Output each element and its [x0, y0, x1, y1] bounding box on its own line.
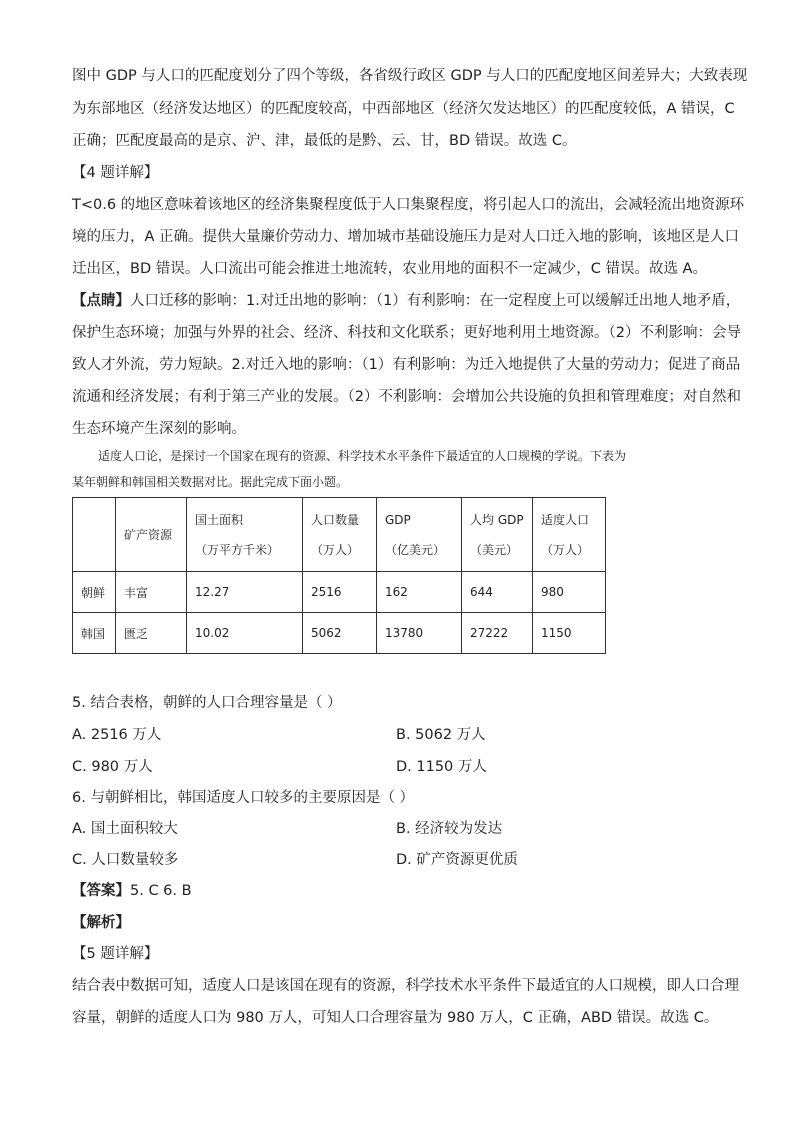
answer-label: 【答案】	[72, 883, 130, 899]
q6-stem: 6. 与朝鲜相比，韩国适度人口较多的主要原因是（ ）	[72, 790, 415, 806]
q5-option-c: C. 980 万人	[72, 759, 153, 775]
q6-option-c: C. 人口数量较多	[72, 852, 179, 868]
q6-option-b: B. 经济较为发达	[396, 821, 503, 837]
table-row	[73, 572, 606, 613]
dianjing-label: 【点睛】	[72, 293, 130, 309]
table-header-row	[73, 498, 606, 572]
q5-line-2: 容量，朝鲜的适度人口为 980 万人，可知人口合理容量为 980 万人，C 正确，ABD 错误。故选 C。	[72, 1010, 719, 1026]
table-header-cell: 适度人口 （万人）	[533, 498, 606, 572]
q4-line-3: 迁出区，BD 错误。人口流出可能会推进土地流转，农业用地的面积不一定减少，C 错误。故选 A。	[72, 261, 707, 277]
analysis-label: 【解析】	[72, 915, 130, 931]
table-header-cell: 矿产资源	[116, 498, 187, 572]
dianjing-line-1	[72, 291, 740, 311]
dianjing-line-3: 致人才外流，劳力短缺。2.对迁入地的影响：（1）有利影响：为迁入地提供了大量的劳动力；促进了商品	[72, 357, 741, 373]
answer-line	[72, 881, 192, 901]
table-cell: 13780	[377, 613, 462, 654]
paragraph-line-2: 为东部地区（经济发达地区）的匹配度较高，中西部地区（经济欠发达地区）的匹配度较低，A 错误，C	[72, 101, 735, 117]
table-cell: 12.27	[187, 572, 303, 613]
dianjing-line-4: 流通和经济发展；有利于第三产业的发展。（2）不利影响：会增加公共设施的负担和管理难度；对自然和	[72, 389, 741, 405]
dianjing-line-2: 保护生态环境；加强与外界的社会、经济、科技和文化联系；更好地利用土地资源。（2）不利影响：会导	[72, 325, 741, 341]
q5-heading: 【5 题详解】	[72, 946, 159, 962]
table-cell: 162	[377, 572, 462, 613]
table-cell: 2516	[303, 572, 377, 613]
table-header-cell: 人均 GDP （美元）	[462, 498, 533, 572]
q4-line-1: T<0.6 的地区意味着该地区的经济集聚程度低于人口集聚程度，将引起人口的流出，会减轻流出地资源环	[72, 197, 745, 213]
q6-option-d: D. 矿产资源更优质	[396, 852, 518, 868]
q4-line-2: 境的压力，A 正确。提供大量廉价劳动力、增加城市基础设施压力是对人口迁入地的影响，该地区是人口	[72, 229, 740, 245]
table-cell: 丰富	[116, 572, 187, 613]
table-cell: 644	[462, 572, 533, 613]
q5-option-d: D. 1150 万人	[396, 759, 487, 775]
table-cell: 朝鲜	[73, 572, 116, 613]
table-cell: 980	[533, 572, 606, 613]
table-header-cell: GDP （亿美元）	[377, 498, 462, 572]
table-cell: 5062	[303, 613, 377, 654]
q5-option-a: A. 2516 万人	[72, 727, 162, 743]
dianjing-line-5: 生态环境产生深刻的影响。	[72, 421, 246, 437]
answer-text: 5. C 6. B	[130, 883, 192, 899]
table-cell: 匮乏	[116, 613, 187, 654]
q6-option-a: A. 国土面积较大	[72, 821, 178, 837]
q5-stem: 5. 结合表格，朝鲜的人口合理容量是（ ）	[72, 695, 342, 711]
table-header-cell: 国土面积 （万平方千米）	[187, 498, 303, 572]
table-cell: 10.02	[187, 613, 303, 654]
table-header-cell	[73, 498, 116, 572]
dianjing-text: 人口迁移的影响：1.对迁出地的影响：（1）有利影响：在一定程度上可以缓解迁出地人地矛盾，	[130, 293, 741, 309]
table-cell: 1150	[533, 613, 606, 654]
intro-line-2: 某年朝鲜和韩国相关数据对比。据此完成下面小题。	[72, 475, 349, 489]
table-cell: 27222	[462, 613, 533, 654]
paragraph-line-3: 正确；匹配度最高的是京、沪、津，最低的是黔、云、甘，BD 错误。故选 C。	[72, 133, 577, 149]
intro-line-1: 适度人口论，是探讨一个国家在现有的资源、科学技术水平条件下最适宜的人口规模的学说。下表为	[98, 449, 627, 463]
q5-line-1: 结合表中数据可知，适度人口是该国在现有的资源，科学技术水平条件下最适宜的人口规模，即人口合理	[72, 978, 739, 994]
q5-option-b: B. 5062 万人	[396, 727, 486, 743]
paragraph-line-1: 图中 GDP 与人口的匹配度划分了四个等级，各省级行政区 GDP 与人口的匹配度地区间差异大；大致表现	[72, 68, 748, 84]
table-header-cell: 人口数量 （万人）	[303, 498, 377, 572]
data-table	[72, 497, 606, 654]
table-cell: 韩国	[73, 613, 116, 654]
q4-heading: 【4 题详解】	[72, 165, 159, 181]
table-row	[73, 613, 606, 654]
